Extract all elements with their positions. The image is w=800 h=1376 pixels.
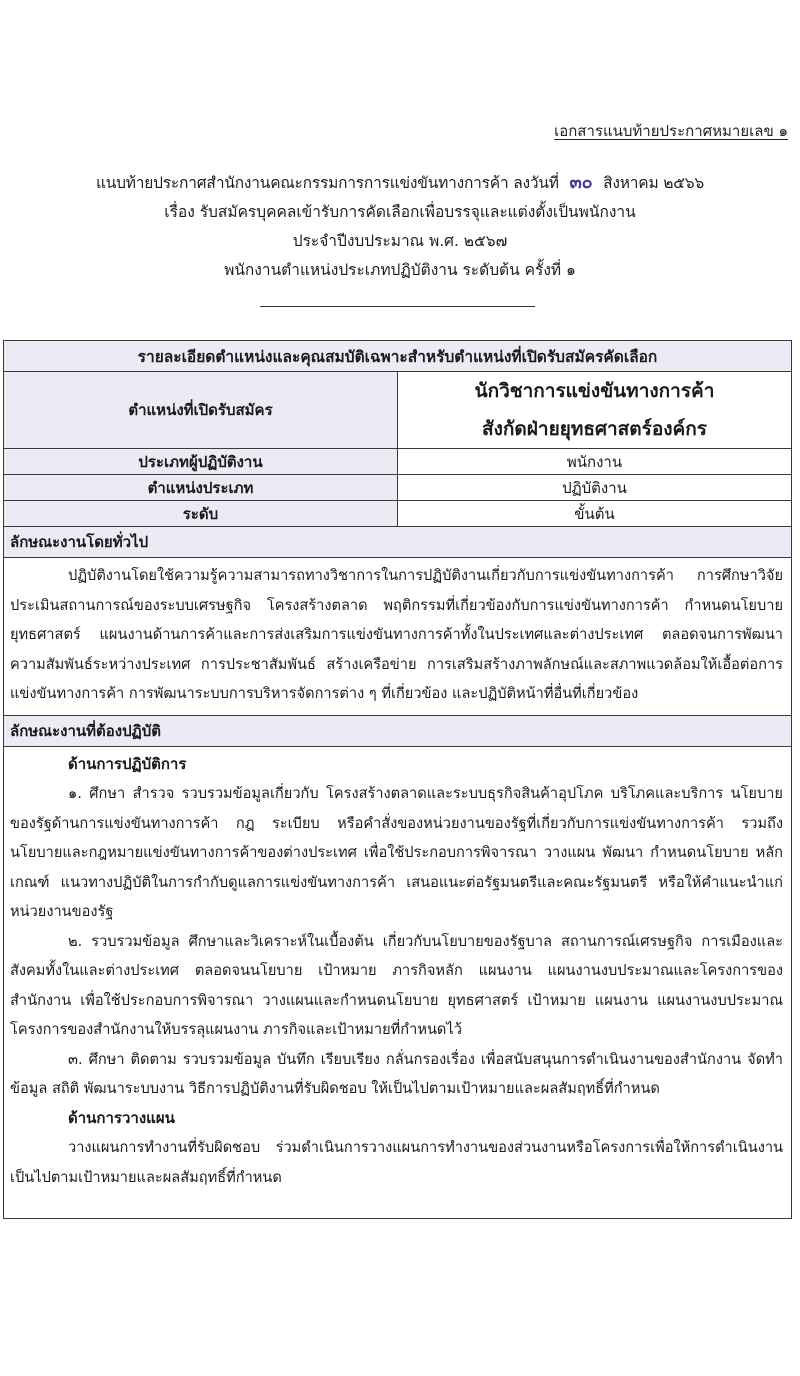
section-heading-row [4, 527, 792, 558]
value-position-category: ปฏิบัติงาน [398, 475, 792, 501]
table-row [4, 501, 792, 527]
operations-subheading: ด้านการปฏิบัติการ [68, 754, 187, 773]
table-row [4, 449, 792, 475]
label-worker-type: ประเภทผู้ปฏิบัติงาน [4, 449, 398, 475]
header-line1-prefix: แนบท้ายประกาศสำนักงานคณะกรรมการการแข่งขันทางการค้า ลงวันที่ [95, 174, 559, 192]
position-title: นักวิชาการแข่งขันทางการค้า [474, 380, 715, 402]
general-duties-heading: ลักษณะงานโดยทั่วไป [4, 527, 792, 558]
header-position-type: พนักงานตำแหน่งประเภทปฏิบัติงาน ระดับต้น ครั้งที่ ๑ [224, 261, 576, 279]
planning-subheading: ด้านการวางแผน [68, 1108, 175, 1127]
value-level: ขั้นต้น [398, 501, 792, 527]
label-level: ระดับ [4, 501, 398, 527]
duty-item: ๑. ศึกษา สำรวจ รวบรวมข้อมูลเกี่ยวกับ โครงสร้างตลาดและระบบธุรกิจสินค้าอุปโภค บริโภคและบริการ นโยบายของรัฐด้านการแข่งขันทางการค้า กฎ ระเบียบ หรือคำสั่งของหน่วยงานของรัฐที่เกี่ยวกับการแข่งขันทางการค้า รวมถึงนโยบายและกฎหมายแข่งขันทางการค้าของต่างประเทศ เพื่อใช้ประกอบการพิจารณา วางแผน พัฒนา กำหนดนโยบาย หลักเกณฑ์ แนวทางปฏิบัติในการกำกับดูแลการแข่งขันทางการค้า เสนอแนะต่อรัฐมนตรีและคณะรัฐมนตรี หรือให้คำแนะนำแก่หน่วยงานของรัฐ [10, 785, 783, 920]
general-duties-body [4, 558, 792, 716]
announcement-header [0, 168, 800, 285]
header-line1-suffix: สิงหาคม ๒๕๖๖ [603, 174, 705, 192]
section-body-row [4, 746, 792, 1219]
duty-item: ๓. ศึกษา ติดตาม รวบรวมข้อมูล บันทึก เรียบเรียง กลั่นกรองเรื่อง เพื่อสนับสนุนการดำเนินงานของสำนักงาน จัดทำข้อมูล สถิติ พัฒนาระบบงาน วิธีการปฏิบัติงานที่รับผิดชอบ ให้เป็นไปตามเป้าหมายและผลสัมฤทธิ์ที่กำหนด [10, 1050, 783, 1097]
header-line-date [0, 168, 800, 198]
value-position-open [398, 372, 792, 449]
table-row [4, 475, 792, 501]
annex-reference: เอกสารแนบท้ายประกาศหมายเลข ๑ [554, 122, 788, 140]
general-duties-text: ปฏิบัติงานโดยใช้ความรู้ความสามารถทางวิชาการในการปฏิบัติงานเกี่ยวกับการแข่งขันทางการค้า การศึกษาวิจัย ประเมินสถานการณ์ของระบบเศรษฐกิจ โครงสร้างตลาด พฤติกรรมที่เกี่ยวข้องกับการแข่งขันทางการค้า กำหนดนโยบายยุทธศาสตร์ แผนงานด้านการค้าและการส่งเสริมการแข่งขันทางการค้าทั้งในประเทศและต่างประเทศ ตลอดจนการพัฒนาความสัมพันธ์ระหว่างประเทศ การประชาสัมพันธ์ สร้างเครือข่าย การเสริมสร้างภาพลักษณ์และสภาพแวดล้อมให้เอื้อต่อการแข่งขันทางการค้า การพัฒนาระบบการบริหารจัดการต่าง ๆ ที่เกี่ยวข้อง และปฏิบัติหน้าที่อื่นที่เกี่ยวข้อง [10, 567, 783, 702]
section-body-row [4, 558, 792, 716]
position-department: สังกัดฝ่ายยุทธศาสตร์องค์กร [482, 418, 707, 440]
value-worker-type: พนักงาน [398, 449, 792, 475]
table-title: รายละเอียดตำแหน่งและคุณสมบัติเฉพาะสำหรับตำแหน่งที่เปิดรับสมัครคัดเลือก [4, 341, 792, 372]
required-duties-body [4, 746, 792, 1219]
body-bottom-spacer [10, 1192, 783, 1212]
duty-item: ๒. รวบรวมข้อมูล ศึกษาและวิเคราะห์ในเบื้องต้น เกี่ยวกับนโยบายของรัฐบาล สถานการณ์เศรษฐกิจ การเมืองและสังคมทั้งในและต่างประเทศ ตลอดจนนโยบาย เป้าหมาย ภารกิจหลัก แผนงาน แผนงานงบประมาณและโครงการของสำนักงาน เพื่อใช้ประกอบการพิจารณา วางแผนและกำหนดนโยบาย ยุทธศาสตร์ เป้าหมาย แผนงาน แผนงานงบประมาณ โครงการของสำนักงานให้บรรลุแผนงาน ภารกิจและเป้าหมายที่กำหนดไว้ [10, 932, 783, 1038]
planning-text: วางแผนการทำงานที่รับผิดชอบ ร่วมดำเนินการวางแผนการทำงานของส่วนงานหรือโครงการเพื่อให้การดำเนินงานเป็นไปตามเป้าหมายและผลสัมฤทธิ์ที่กำหนด [10, 1139, 783, 1186]
label-position-open: ตำแหน่งที่เปิดรับสมัคร [4, 372, 398, 449]
table-title-row [4, 341, 792, 372]
section-heading-row [4, 715, 792, 746]
table-row [4, 372, 792, 449]
header-divider [260, 306, 535, 307]
position-spec-table [3, 340, 792, 1219]
label-position-category: ตำแหน่งประเภท [4, 475, 398, 501]
date-day: ๓๐ [569, 172, 593, 193]
required-duties-heading: ลักษณะงานที่ต้องปฏิบัติ [4, 715, 792, 746]
header-subject: เรื่อง รับสมัครบุคคลเข้ารับการคัดเลือกเพื่อบรรจุและแต่งตั้งเป็นพนักงาน [164, 203, 636, 221]
header-fiscal-year: ประจำปีงบประมาณ พ.ศ. ๒๕๖๗ [292, 232, 508, 250]
